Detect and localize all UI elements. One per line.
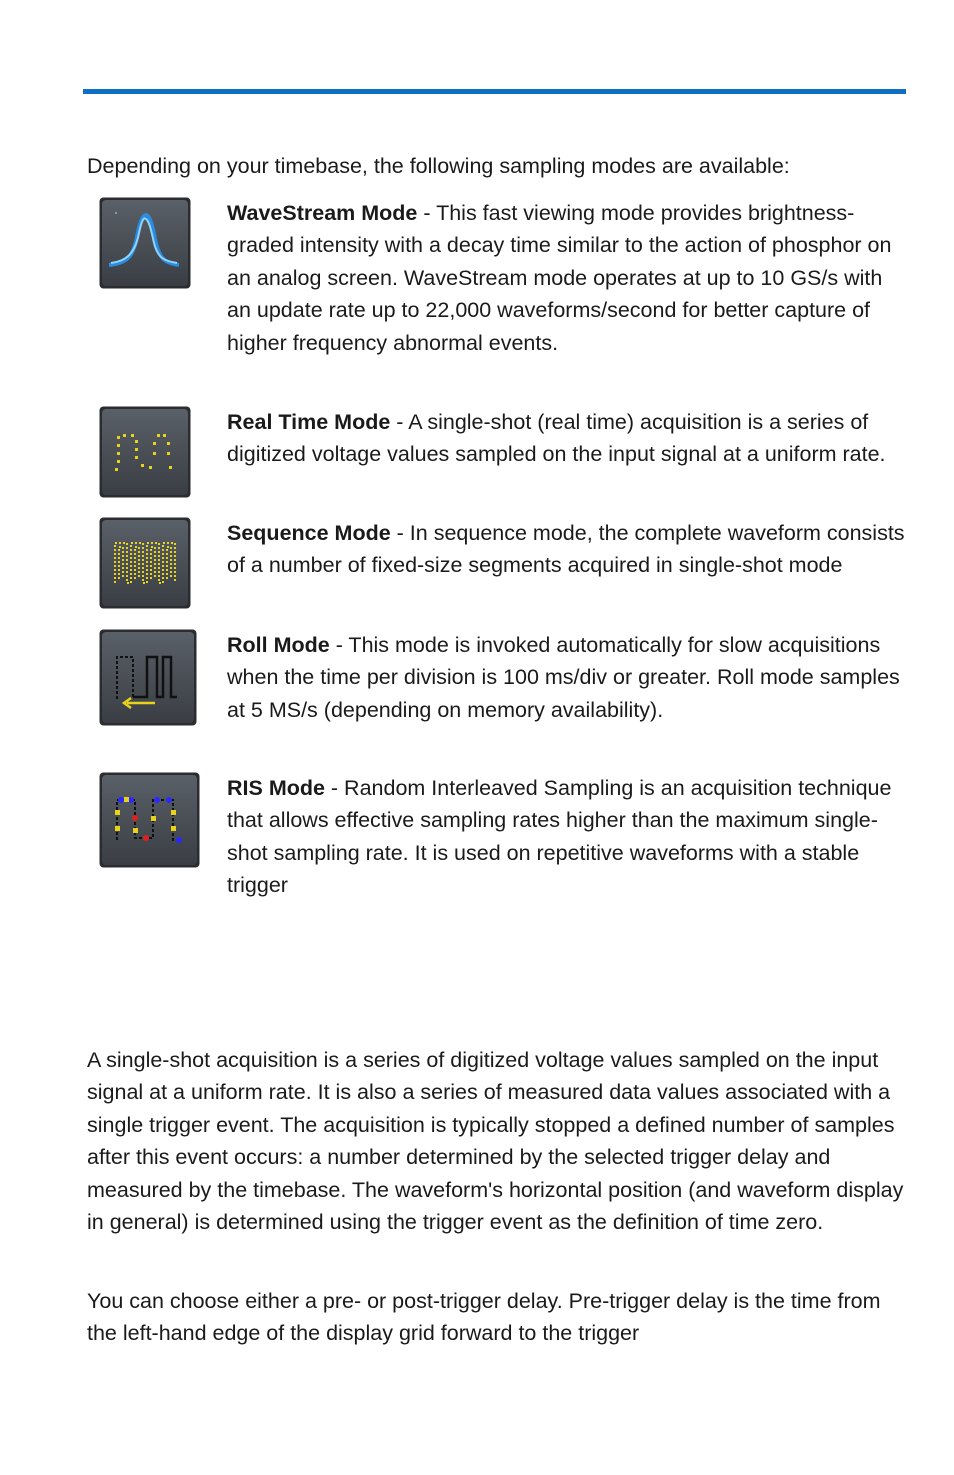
real-time-icon — [99, 406, 191, 498]
mode-description: - In sequence mode, the complete waveform consists of a number of fixed-size segments acquired in single-shot mode — [227, 521, 905, 578]
body-paragraph: A single-shot acquisition is a series of digitized voltage values sampled on the input signal at a uniform rate. It is also a series of measured data values associated with a single trigger event. The acquisition is typically stopped a defined number of samples after this event occurs: a number determined by the selected trigger delay and measured by the timebase. The waveform's horizontal position (and waveform display in general) is determined using the trigger event as the definition of time zero. — [87, 1048, 904, 1235]
mode-description: - This fast viewing mode provides brightness-graded intensity with a decay time similar to the action of phosphor on an analog screen. WaveStream mode operates at up to 10 GS/s with an update rate up to 22,000 waveforms/second for better capture of higher frequency abnormal events. — [227, 201, 892, 355]
mode-title: Real Time Mode — [227, 410, 391, 434]
mode-description: - This mode is invoked automatically for slow acquisitions when the time per division is 100 ms/div or greater. Roll mode samples at 5 MS/s (depending on memory availability). — [227, 633, 900, 722]
mode-title: WaveStream Mode — [227, 201, 418, 225]
mode-title: Sequence Mode — [227, 521, 391, 545]
mode-title: Roll Mode — [227, 633, 330, 657]
ris-icon — [99, 772, 200, 868]
header-rule — [83, 89, 906, 94]
mode-title: RIS Mode — [227, 776, 325, 800]
body-paragraph: You can choose either a pre- or post-trigger delay. Pre-trigger delay is the time from the left-hand edge of the display grid forward to the trigger — [87, 1289, 881, 1346]
sequence-icon — [99, 517, 191, 609]
wavestream-icon — [99, 197, 191, 289]
intro-text: Depending on your timebase, the following sampling modes are available: — [87, 154, 790, 178]
roll-icon — [99, 629, 197, 726]
mode-description: - A single-shot (real time) acquisition is a series of digitized voltage values sampled on the input signal at a uniform rate. — [227, 410, 886, 467]
mode-description: - Random Interleaved Sampling is an acquisition technique that allows effective sampling rates higher than the maximum single-shot sampling rate. It is used on repetitive waveforms with a stable trigger — [227, 776, 892, 898]
